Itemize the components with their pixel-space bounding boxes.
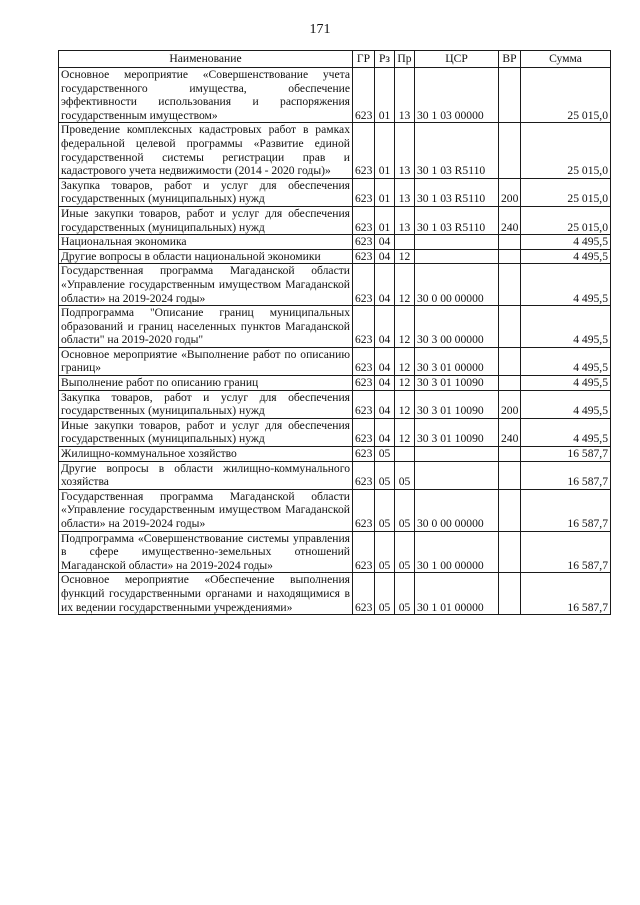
cell-sum: 16 587,7 (521, 461, 611, 489)
header-row (59, 51, 611, 68)
cell-pr: 05 (395, 573, 415, 615)
cell-pr (395, 447, 415, 462)
cell-vr (499, 531, 521, 573)
cell-vr: 240 (499, 418, 521, 446)
cell-pr: 05 (395, 531, 415, 573)
cell-csr: 30 1 00 00000 (415, 531, 499, 573)
cell-pr: 12 (395, 418, 415, 446)
cell-pr: 12 (395, 306, 415, 348)
cell-sum: 4 495,5 (521, 376, 611, 391)
table-row (59, 376, 611, 391)
cell-gr: 623 (353, 573, 375, 615)
cell-gr: 623 (353, 461, 375, 489)
cell-csr: 30 3 01 10090 (415, 376, 499, 391)
table-row (59, 531, 611, 573)
cell-rz: 05 (375, 489, 395, 531)
cell-vr (499, 249, 521, 264)
cell-gr: 623 (353, 306, 375, 348)
cell-vr: 200 (499, 390, 521, 418)
header-pr: Пр (395, 51, 415, 68)
cell-sum: 4 495,5 (521, 390, 611, 418)
cell-csr (415, 249, 499, 264)
cell-csr: 30 1 03 00000 (415, 68, 499, 123)
cell-sum: 16 587,7 (521, 573, 611, 615)
table-row (59, 390, 611, 418)
cell-sum: 16 587,7 (521, 531, 611, 573)
cell-csr (415, 447, 499, 462)
cell-sum: 4 495,5 (521, 235, 611, 250)
cell-sum: 25 015,0 (521, 206, 611, 234)
cell-sum: 4 495,5 (521, 249, 611, 264)
cell-vr (499, 461, 521, 489)
cell-vr (499, 235, 521, 250)
header-name: Наименование (59, 51, 353, 68)
cell-name: Выполнение работ по описанию границ (59, 376, 353, 391)
cell-gr: 623 (353, 235, 375, 250)
cell-pr: 12 (395, 249, 415, 264)
cell-rz: 01 (375, 206, 395, 234)
cell-pr: 13 (395, 68, 415, 123)
cell-rz: 05 (375, 573, 395, 615)
cell-rz: 01 (375, 178, 395, 206)
cell-vr (499, 347, 521, 375)
cell-gr: 623 (353, 447, 375, 462)
cell-name: Иные закупки товаров, работ и услуг для обеспечения государственных (муниципальных) нужд (59, 418, 353, 446)
cell-gr: 623 (353, 123, 375, 178)
cell-pr: 05 (395, 461, 415, 489)
cell-vr (499, 306, 521, 348)
cell-gr: 623 (353, 249, 375, 264)
cell-name: Государственная программа Магаданской области «Управление государственным имуществом Магаданской области» на 2019-2024 годы» (59, 489, 353, 531)
cell-name: Иные закупки товаров, работ и услуг для обеспечения государственных (муниципальных) нужд (59, 206, 353, 234)
cell-gr: 623 (353, 376, 375, 391)
cell-rz: 04 (375, 249, 395, 264)
cell-rz: 04 (375, 264, 395, 306)
cell-rz: 01 (375, 123, 395, 178)
cell-pr: 12 (395, 376, 415, 391)
cell-sum: 4 495,5 (521, 418, 611, 446)
cell-gr: 623 (353, 206, 375, 234)
table-header (59, 51, 611, 68)
cell-rz: 04 (375, 376, 395, 391)
cell-vr (499, 489, 521, 531)
cell-csr: 30 3 00 00000 (415, 306, 499, 348)
cell-rz: 01 (375, 68, 395, 123)
cell-name: Основное мероприятие «Обеспечение выполнения функций государственными органами и находящимися в их ведении государственными учреждениями» (59, 573, 353, 615)
cell-gr: 623 (353, 264, 375, 306)
cell-sum: 4 495,5 (521, 264, 611, 306)
cell-sum: 25 015,0 (521, 68, 611, 123)
cell-csr: 30 0 00 00000 (415, 264, 499, 306)
header-rz: Рз (375, 51, 395, 68)
cell-csr (415, 235, 499, 250)
cell-gr: 623 (353, 489, 375, 531)
cell-gr: 623 (353, 390, 375, 418)
cell-sum: 25 015,0 (521, 178, 611, 206)
table-row (59, 264, 611, 306)
cell-rz: 04 (375, 347, 395, 375)
table-row (59, 573, 611, 615)
cell-csr: 30 0 00 00000 (415, 489, 499, 531)
cell-pr: 13 (395, 123, 415, 178)
budget-table (58, 50, 611, 615)
cell-name: Основное мероприятие «Выполнение работ по описанию границ» (59, 347, 353, 375)
cell-name: Закупка товаров, работ и услуг для обеспечения государственных (муниципальных) нужд (59, 178, 353, 206)
cell-gr: 623 (353, 68, 375, 123)
cell-name: Другие вопросы в области жилищно-коммунального хозяйства (59, 461, 353, 489)
cell-name: Проведение комплексных кадастровых работ в рамках федеральной целевой программы «Развитие единой государственной системы регистрации прав и кадастрового учета недвижимости (2014 - 2020 годы)» (59, 123, 353, 178)
cell-csr: 30 3 01 10090 (415, 390, 499, 418)
table-row (59, 447, 611, 462)
cell-gr: 623 (353, 531, 375, 573)
table-row (59, 123, 611, 178)
cell-vr (499, 376, 521, 391)
cell-sum: 25 015,0 (521, 123, 611, 178)
cell-rz: 04 (375, 390, 395, 418)
table-row (59, 461, 611, 489)
cell-sum: 16 587,7 (521, 489, 611, 531)
cell-pr: 12 (395, 390, 415, 418)
header-csr: ЦСР (415, 51, 499, 68)
cell-vr (499, 68, 521, 123)
cell-name: Подпрограмма «Совершенствование системы управления в сфере имущественно-земельных отношений Магаданской области» на 2019-2024 годы» (59, 531, 353, 573)
table-row (59, 68, 611, 123)
cell-pr: 13 (395, 178, 415, 206)
cell-pr: 12 (395, 347, 415, 375)
cell-rz: 05 (375, 461, 395, 489)
cell-csr: 30 3 01 10090 (415, 418, 499, 446)
table-row (59, 306, 611, 348)
cell-pr: 12 (395, 264, 415, 306)
table-body (59, 68, 611, 615)
cell-csr: 30 1 01 00000 (415, 573, 499, 615)
header-gr: ГР (353, 51, 375, 68)
cell-vr: 240 (499, 206, 521, 234)
table-row (59, 489, 611, 531)
cell-name: Подпрограмма "Описание границ муниципальных образований и границ населенных пунктов Магаданской области" на 2019-2020 годы" (59, 306, 353, 348)
header-sum: Сумма (521, 51, 611, 68)
header-vr: ВР (499, 51, 521, 68)
cell-rz: 04 (375, 306, 395, 348)
cell-name: Жилищно-коммунальное хозяйство (59, 447, 353, 462)
table-row (59, 235, 611, 250)
cell-pr: 13 (395, 206, 415, 234)
cell-rz: 05 (375, 447, 395, 462)
cell-sum: 4 495,5 (521, 306, 611, 348)
table-row (59, 178, 611, 206)
cell-rz: 05 (375, 531, 395, 573)
cell-gr: 623 (353, 178, 375, 206)
cell-csr: 30 1 03 R5110 (415, 178, 499, 206)
table-row (59, 206, 611, 234)
cell-sum: 4 495,5 (521, 347, 611, 375)
cell-vr (499, 447, 521, 462)
cell-vr (499, 573, 521, 615)
table-row (59, 249, 611, 264)
cell-csr (415, 461, 499, 489)
cell-name: Основное мероприятие «Совершенствование учета государственного имущества, обеспечение эффективности использования и распоряжения государственным имуществом» (59, 68, 353, 123)
cell-pr (395, 235, 415, 250)
table-row (59, 418, 611, 446)
cell-name: Национальная экономика (59, 235, 353, 250)
cell-csr: 30 3 01 00000 (415, 347, 499, 375)
cell-rz: 04 (375, 235, 395, 250)
cell-rz: 04 (375, 418, 395, 446)
cell-gr: 623 (353, 418, 375, 446)
cell-csr: 30 1 03 R5110 (415, 206, 499, 234)
cell-gr: 623 (353, 347, 375, 375)
page-number: 171 (309, 22, 331, 37)
cell-pr: 05 (395, 489, 415, 531)
cell-name: Другие вопросы в области национальной экономики (59, 249, 353, 264)
cell-vr (499, 264, 521, 306)
cell-sum: 16 587,7 (521, 447, 611, 462)
cell-vr: 200 (499, 178, 521, 206)
table-row (59, 347, 611, 375)
cell-name: Закупка товаров, работ и услуг для обеспечения государственных (муниципальных) нужд (59, 390, 353, 418)
cell-csr: 30 1 03 R5110 (415, 123, 499, 178)
cell-vr (499, 123, 521, 178)
cell-name: Государственная программа Магаданской области «Управление государственным имуществом Магаданской области» на 2019-2024 годы» (59, 264, 353, 306)
